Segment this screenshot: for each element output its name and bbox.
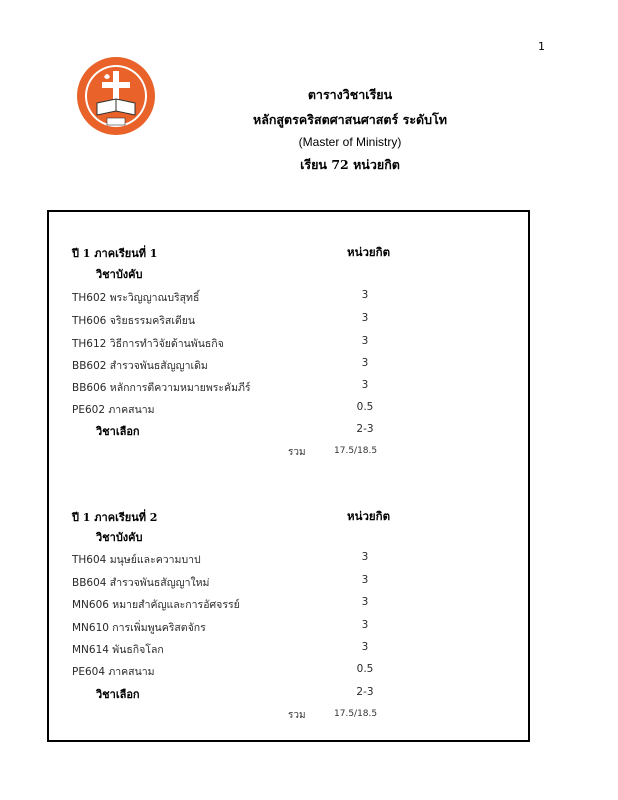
semester-1-required-label: วิชาบังคับ [96,268,143,281]
course-name: BB604 สำรวจพันธสัญญาใหม่ [72,577,210,589]
semester-1-elective-label: วิชาเลือก [96,425,140,438]
semester-2-elective-label: วิชาเลือก [96,688,140,701]
course-credits: 0.5 [356,401,374,413]
course-name: MN614 พันธกิจโลก [72,644,164,656]
semester-2-total-label: รวม [288,710,306,721]
course-credits: 3 [361,312,369,324]
course-credits: 3 [361,619,369,631]
course-credits: 3 [361,596,369,608]
title-schedule: ตารางวิชาเรียน [307,87,393,102]
semester-2-total-value: 17.5/18.5 [334,709,378,719]
course-name: TH602 พระวิญญาณบริสุทธิ์ [72,292,200,304]
semester-2-elective-credits: 2-3 [356,686,374,698]
course-name: BB602 สำรวจพันธสัญญาเดิม [72,360,208,372]
page-number: 1 [538,40,545,53]
semester-1-units-heading: หน่วยกิต [347,245,391,259]
course-name: BB606 หลักการตีความหมายพระคัมภีร์ [72,382,251,394]
course-credits: 3 [361,379,369,391]
semester-2-required-label: วิชาบังคับ [96,531,143,544]
semester-1-heading: ปี 1 ภาคเรียนที่ 1 [72,247,158,260]
title-program: หลักสูตรคริสตศาสนศาสตร์ ระดับโท [252,112,448,127]
course-credits: 0.5 [356,663,374,675]
course-name: MN606 หมายสำคัญและการอัศจรรย์ [72,599,240,611]
course-name: PE604 ภาคสนาม [72,666,155,678]
semester-2-units-heading: หน่วยกิต [347,509,391,523]
course-credits: 3 [361,574,369,586]
document-header [200,82,500,177]
course-credits: 3 [361,335,369,347]
semester-2-heading: ปี 1 ภาคเรียนที่ 2 [72,511,158,524]
semester-1-total-value: 17.5/18.5 [334,446,378,456]
course-name: PE602 ภาคสนาม [72,404,155,416]
course-credits: 3 [361,551,369,563]
course-name: MN610 การเพิ่มพูนคริสตจักร [72,622,206,634]
semester-1-total-label: รวม [288,447,306,458]
title-program-english: (Master of Ministry) [298,135,402,149]
course-name: TH604 มนุษย์และความบาป [72,554,201,566]
seal-logo [75,55,157,137]
course-name: TH612 วิธีการทำวิจัยด้านพันธกิจ [72,338,224,350]
course-credits: 3 [361,641,369,653]
semester-1-elective-credits: 2-3 [356,423,374,435]
title-total-credits: เรียน 72 หน่วยกิต [300,157,400,172]
course-name: TH606 จริยธรรมคริสเตียน [72,315,196,327]
course-credits: 3 [361,357,369,369]
course-credits: 3 [361,289,369,301]
